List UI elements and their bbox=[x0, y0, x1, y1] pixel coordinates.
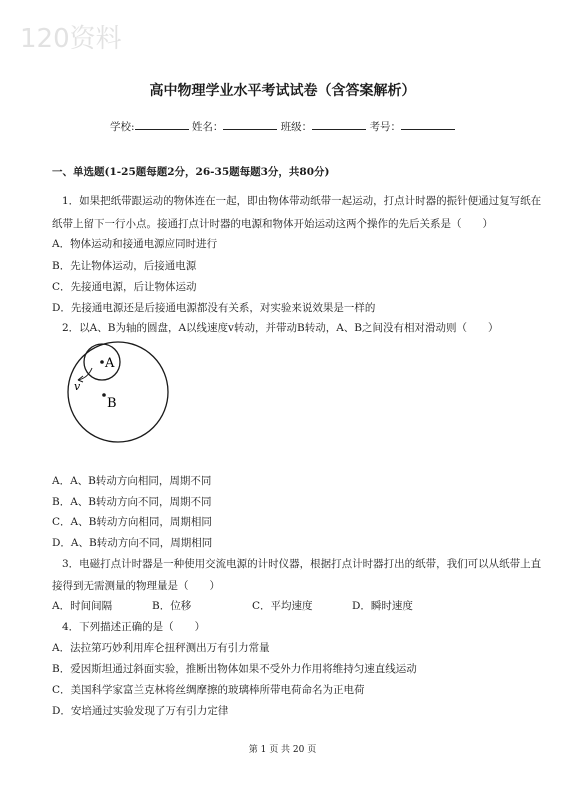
q2-stem: 2．以A、B为轴的圆盘，A以线速度v转动，并带动B转动，A、B之间没有相对滑动则（ ） bbox=[62, 322, 499, 334]
q4-stem: 4．下列描述正确的是（ ） bbox=[62, 621, 206, 633]
name-blank[interactable] bbox=[223, 119, 277, 130]
q1-stem-line1: 1．如果把纸带跟运动的物体连在一起，即由物体带动纸带一起运动，打点计时器的振针便通过复写纸在 bbox=[62, 195, 542, 207]
disc-b-circle bbox=[68, 342, 168, 442]
label-b: B bbox=[107, 396, 117, 411]
q2-option-d: D．A、B转动方向不同，周期相同 bbox=[52, 537, 213, 549]
class-blank[interactable] bbox=[312, 119, 366, 130]
q2-option-b: B．A、B转动方向不同，周期不同 bbox=[52, 496, 212, 508]
q3-stem-line2: 接得到无需测量的物理量是（ ） bbox=[52, 580, 220, 592]
exam-no-blank[interactable] bbox=[401, 119, 455, 130]
label-a: A bbox=[105, 356, 115, 371]
q1-option-d: D．先接通电源还是后接通电源都没有关系，对实验来说效果是一样的 bbox=[52, 302, 376, 314]
q3-stem-line1: 3．电磁打点计时器是一种使用交流电源的计时仪器，根据打点计时器打出的纸带，我们可以从纸带上直 bbox=[62, 558, 542, 570]
school-label: 学校: bbox=[109, 121, 135, 133]
q4-option-c: C．美国科学家富兰克林将丝绸摩擦的玻璃棒所带电荷命名为正电荷 bbox=[52, 684, 365, 696]
q3-option-a: A．时间间隔 bbox=[52, 600, 113, 612]
q1-option-b: B．先让物体运动，后接通电源 bbox=[52, 260, 197, 272]
name-label: 姓名： bbox=[191, 121, 224, 133]
q3-option-d: D．瞬时速度 bbox=[352, 600, 413, 612]
school-blank[interactable] bbox=[135, 119, 189, 130]
q4-option-d: D．安培通过实验发现了万有引力定律 bbox=[52, 705, 229, 717]
q1-stem-line2: 纸带上留下一行小点。接通打点计时器的电源和物体开始运动这两个操作的先后关系是（ ） bbox=[52, 218, 493, 230]
watermark: 120资料 bbox=[20, 24, 122, 54]
section-heading: 一、单选题(1-25题每题2分，26-35题每题3分，共80分) bbox=[52, 166, 330, 178]
student-info-line bbox=[0, 119, 565, 134]
disc-diagram bbox=[52, 340, 187, 445]
q1-option-a: A．物体运动和接通电源应同时进行 bbox=[52, 238, 218, 250]
point-b bbox=[102, 393, 106, 397]
q4-option-b: B．爱因斯坦通过斜面实验，推断出物体如果不受外力作用将维持匀速直线运动 bbox=[52, 663, 417, 675]
q3-option-c: C．平均速度 bbox=[252, 600, 313, 612]
q4-option-a: A．法拉第巧妙利用库仑扭秤测出万有引力常量 bbox=[52, 642, 270, 654]
q3-option-b: B．位移 bbox=[152, 600, 192, 612]
q2-option-a: A．A、B转动方向相同，周期不同 bbox=[52, 475, 212, 487]
q1-option-c: C．先接通电源，后让物体运动 bbox=[52, 281, 197, 293]
label-v: v bbox=[74, 380, 81, 393]
q3-options bbox=[52, 598, 512, 613]
exam-no-label: 考号： bbox=[369, 121, 402, 133]
class-label: 班级： bbox=[280, 121, 313, 133]
point-a bbox=[100, 360, 104, 364]
q2-option-c: C．A、B转动方向相同，周期相同 bbox=[52, 516, 212, 528]
document-title: 高中物理学业水平考试试卷（含答案解析） bbox=[149, 83, 416, 99]
page-footer: 第 1 页 共 20 页 bbox=[248, 745, 317, 755]
